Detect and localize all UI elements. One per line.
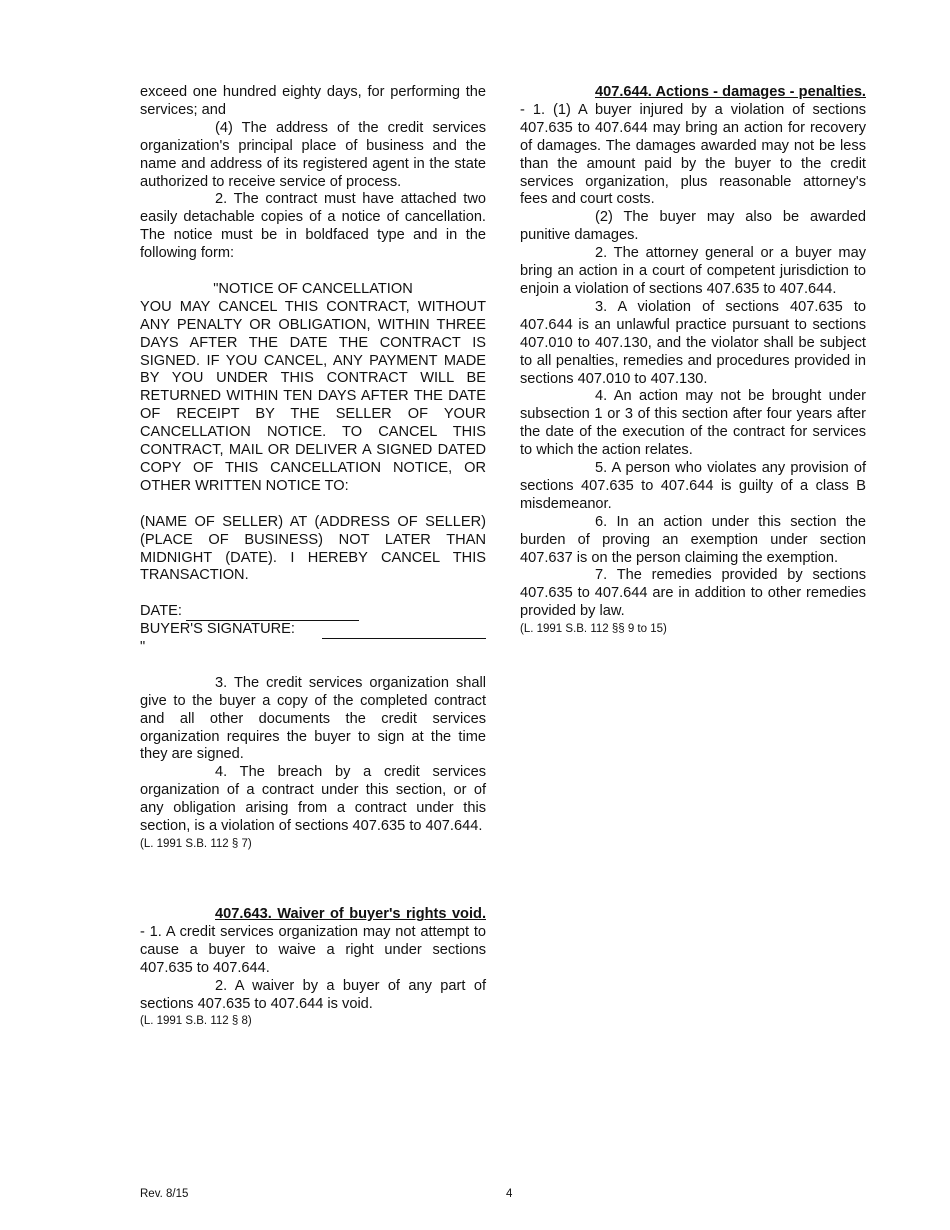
- date-label: DATE:: [140, 603, 182, 620]
- paragraph: 4. The breach by a credit services organization of a contract under this section, or of any obligation arising from a contract under this section, is a violation of sections 407.635 to 407.644.: [140, 764, 486, 835]
- section-text: - 1. A credit services organization may not attempt to cause a buyer to waive a right under sections 407.635 to 407.644.: [140, 923, 486, 976]
- paragraph: 3. A violation of sections 407.635 to 407.644 is an unlawful practice pursuant to sections 407.010 to 407.130, and the violator shall be subject to all penalties, remedies and procedures provided in sections 407.010 to 407.130.: [520, 298, 866, 387]
- left-column: [140, 84, 486, 1029]
- signature-blank: [322, 625, 486, 639]
- page-number: 4: [506, 1188, 513, 1200]
- paragraph: 2. The attorney general or a buyer may bring an action in a court of competent jurisdiction to enjoin a violation of sections 407.635 to 407.644.: [520, 245, 866, 297]
- revision-label: Rev. 8/15: [140, 1188, 189, 1200]
- signature-line: [140, 621, 486, 639]
- section-heading: 407.644. Actions - damages - penalties.: [595, 84, 866, 100]
- section-heading: 407.643. Waiver of buyer's rights void.: [215, 906, 486, 922]
- notice-address: (NAME OF SELLER) AT (ADDRESS OF SELLER) (PLACE OF BUSINESS) NOT LATER THAN MIDNIGHT (DATE). I HEREBY CANCEL THIS TRANSACTION.: [140, 513, 486, 584]
- legislative-note: (L. 1991 S.B. 112 § 8): [140, 1015, 252, 1028]
- close-quote: ": [140, 639, 146, 656]
- section-644: [520, 84, 866, 209]
- paragraph: exceed one hundred eighty days, for performing the services; and: [140, 84, 486, 118]
- notice-body: YOU MAY CANCEL THIS CONTRACT, WITHOUT ANY PENALTY OR OBLIGATION, WITHIN THREE DAYS AFTER THE DATE THE CONTRACT IS SIGNED. IF YOU CANCEL, ANY PAYMENT MADE BY YOU UNDER THIS CONTRACT WILL BE RETURNED WITHIN TEN DAYS AFTER THE DATE OF RECEIPT BY THE SELLER OF YOUR CANCELLATION NOTICE. TO CANCEL THIS CONTRACT, MAIL OR DELIVER A SIGNED DATED COPY OF THIS CANCELLATION NOTICE, OR OTHER WRITTEN NOTICE TO:: [140, 298, 486, 494]
- section-text: - 1. (1) A buyer injured by a violation of sections 407.635 to 407.644 may bring an action for recovery of damages. The damages awarded may not be less than the amount paid by the buyer to the credit services organization, plus reasonable attorney's fees and court costs.: [520, 101, 866, 208]
- paragraph: 7. The remedies provided by sections 407.635 to 407.644 are in addition to other remedies provided by law.: [520, 567, 866, 620]
- date-line: [140, 603, 486, 621]
- paragraph: (4) The address of the credit services organization's principal place of business and the name and address of its registered agent in the state authorized to receive service of process.: [140, 119, 486, 190]
- paragraph: 2. The contract must have attached two easily detachable copies of a notice of cancellation. The notice must be in boldfaced type and in the following form:: [140, 191, 486, 262]
- paragraph: 2. A waiver by a buyer of any part of sections 407.635 to 407.644 is void.: [140, 977, 486, 1012]
- paragraph: 4. An action may not be brought under subsection 1 or 3 of this section after four years after the date of the execution of the contract for services to which the action relates.: [520, 388, 866, 459]
- paragraph: 5. A person who violates any provision of sections 407.635 to 407.644 is guilty of a class B misdemeanor.: [520, 460, 866, 512]
- signature-label: BUYER'S SIGNATURE:: [140, 621, 295, 638]
- right-column: [520, 84, 866, 637]
- legislative-note: (L. 1991 S.B. 112 §§ 9 to 15): [520, 623, 667, 636]
- paragraph: (2) The buyer may also be awarded punitive damages.: [520, 209, 866, 244]
- paragraph: 3. The credit services organization shall give to the buyer a copy of the completed contract and all other documents the credit services organization requires the buyer to sign at the time they are signed.: [140, 674, 486, 763]
- notice-title: "NOTICE OF CANCELLATION: [213, 280, 413, 297]
- paragraph: 6. In an action under this section the burden of proving an exemption under section 407.637 is on the person claiming the exemption.: [520, 513, 866, 566]
- section-643: [140, 906, 486, 978]
- legislative-note: (L. 1991 S.B. 112 § 7): [140, 838, 252, 850]
- date-blank: [186, 607, 359, 621]
